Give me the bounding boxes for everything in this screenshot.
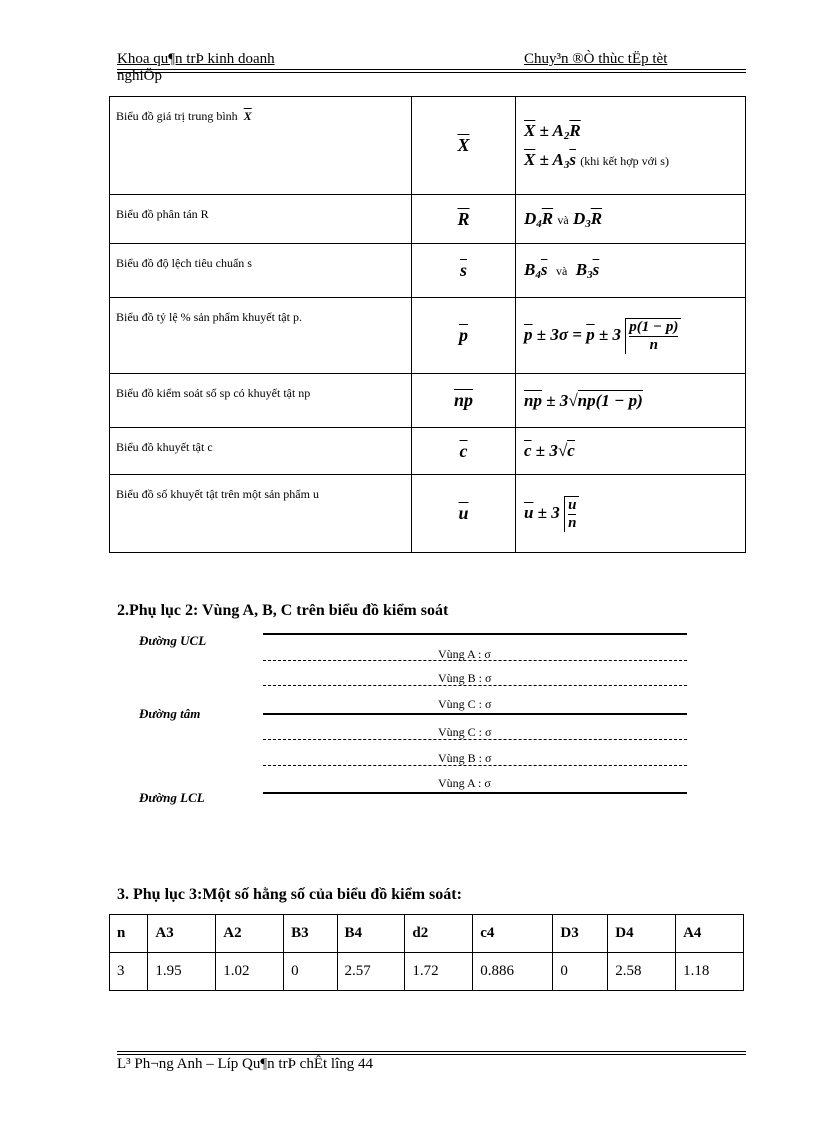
zone-label: Vùng C : σ (438, 697, 492, 711)
value-cell: 1.72 (405, 953, 473, 991)
center-symbol: $\overline{c}$ (412, 428, 516, 475)
header-left (117, 51, 275, 85)
header-cell: B3 (284, 915, 337, 953)
header-faculty: Khoa qu¶n trÞ kinh doanh (117, 51, 275, 67)
chart-name: Biểu đồ phân tán R (110, 195, 412, 244)
value-cell: 1.02 (216, 953, 284, 991)
table-row (110, 374, 746, 428)
center-line (263, 713, 687, 715)
ucl-label: Đường UCL (139, 633, 207, 648)
zone-boundary (263, 660, 687, 661)
header-cell: n (110, 915, 148, 953)
zone-label: Vùng C : σ (438, 725, 492, 739)
control-limits: $\overline{u} \pm 3$ $\frac{u}{n}$ (516, 475, 746, 553)
control-limits: $\overline{X} \pm A_2\overline{R}$ $\overline{X} \pm A_3\overline{s}$ (khi kết hợp với s) (516, 97, 746, 195)
center-symbol: $\overline{X}$ (412, 97, 516, 195)
value-cell: 2.57 (337, 953, 405, 991)
header-cell: A3 (148, 915, 216, 953)
lcl-line (263, 792, 687, 794)
chart-name: Biểu đồ khuyết tật c (110, 428, 412, 475)
table-row (110, 475, 746, 553)
table-row (110, 244, 746, 298)
chart-name: Biểu đồ độ lệch tiêu chuẩn s (110, 244, 412, 298)
section3-title: 3. Phụ lục 3:Một số hằng số của biểu đồ kiểm soát: (117, 886, 462, 903)
zone-boundary (263, 739, 687, 740)
value-cell: 2.58 (608, 953, 676, 991)
zone-label: Vùng A : σ (438, 647, 491, 661)
header-cell: d2 (405, 915, 473, 953)
header-cell: D3 (553, 915, 608, 953)
center-symbol: $\overline{u}$ (412, 475, 516, 553)
chart-name: Biểu đồ số khuyết tật trên một sản phẩm u (110, 475, 412, 553)
table-row (110, 428, 746, 475)
control-chart-table (109, 96, 746, 553)
header-cell: A2 (216, 915, 284, 953)
header-cell: B4 (337, 915, 405, 953)
header-rule-2 (117, 72, 746, 73)
value-cell: 0 (553, 953, 608, 991)
ucl-line (263, 633, 687, 635)
center-symbol: $\overline{s}$ (412, 244, 516, 298)
zone-label: Vùng B : σ (438, 671, 492, 685)
footer-rule-1 (117, 1051, 746, 1052)
control-limits: $\overline{np} \pm 3√n\overline{p}(1 - \overline{p})$ (516, 374, 746, 428)
center-symbol: $\overline{np}$ (412, 374, 516, 428)
chart-name: Biểu đồ tỷ lệ % sản phẩm khuyết tật p. (110, 298, 412, 374)
zone-boundary (263, 685, 687, 686)
control-limits: $B_4\overline{s}$ và $B_3\overline{s}$ (516, 244, 746, 298)
footer-text: L³ Ph¬ng Anh – Líp Qu¶n trÞ chÊt lîng 44 (117, 1056, 374, 1072)
header-cell: c4 (473, 915, 553, 953)
value-cell: 1.18 (676, 953, 744, 991)
header-rule-1 (117, 69, 746, 70)
value-cell: 0 (284, 953, 337, 991)
zone-label: Vùng B : σ (438, 751, 492, 765)
header-right: Chuy³n ®Ò thùc tËp tèt (524, 51, 668, 67)
header-cell: D4 (608, 915, 676, 953)
center-symbol: $\overline{p}$ (412, 298, 516, 374)
footer-rule-2 (117, 1054, 746, 1055)
value-cell: 1.95 (148, 953, 216, 991)
lcl-label: Đường LCL (139, 790, 205, 805)
header-cell: A4 (676, 915, 744, 953)
zone-boundary (263, 765, 687, 766)
value-cell: 0.886 (473, 953, 553, 991)
value-cell: 3 (110, 953, 148, 991)
chart-name: Biểu đồ giá trị trung bình $\overline{X}$ (110, 97, 412, 195)
table-row (110, 97, 746, 195)
constants-table (109, 914, 744, 991)
section2-title: 2.Phụ lục 2: Vùng A, B, C trên biểu đồ kiểm soát (117, 602, 449, 619)
zone-label: Vùng A : σ (438, 776, 491, 790)
center-symbol: $\overline{R}$ (412, 195, 516, 244)
control-limits: $\overline{p} \pm 3\sigma = \overline{p} \pm 3$ $\frac{\overline{p}(1 - \overline{p})}{n}$ (516, 298, 746, 374)
table-header-row (110, 915, 744, 953)
table-row (110, 953, 744, 991)
control-limits: $D_4\overline{R}$ và $D_3\overline{R}$ (516, 195, 746, 244)
table-row (110, 298, 746, 374)
table-row (110, 195, 746, 244)
header-faculty-cont: nghiÖp (117, 68, 162, 84)
chart-name: Biểu đồ kiểm soát số sp có khuyết tật np (110, 374, 412, 428)
control-limits: $\overline{c} \pm 3√c$ (516, 428, 746, 475)
center-line-label: Đường tâm (139, 706, 201, 721)
